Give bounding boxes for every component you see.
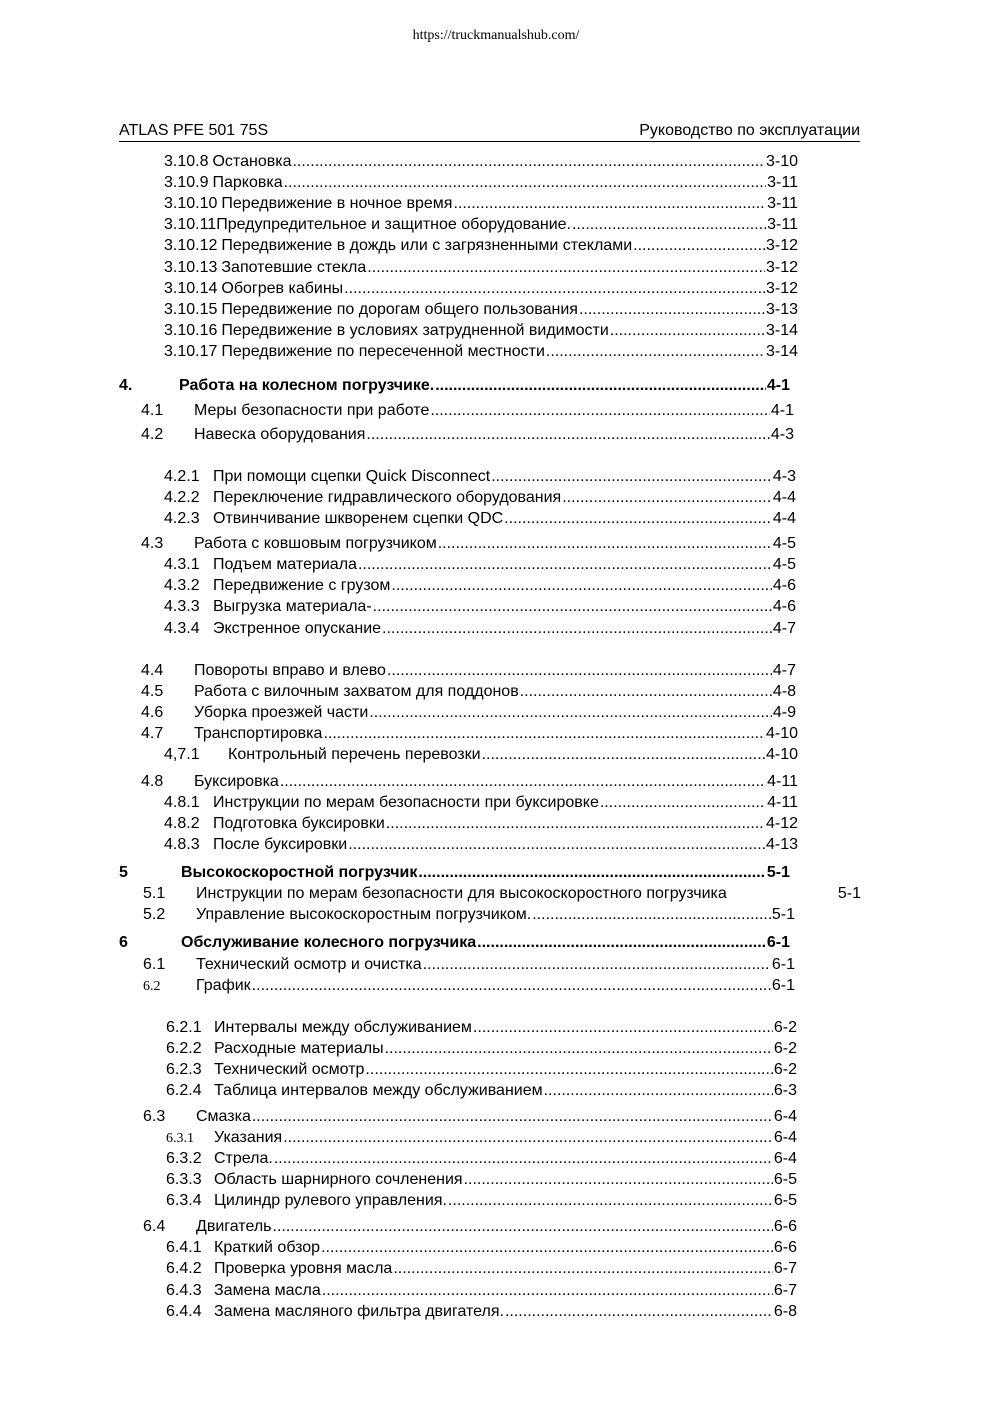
toc-entry-number: 3.10.12: [164, 237, 218, 254]
toc-entry-page: 4-1: [770, 402, 794, 419]
toc-entry-number: 6.1: [143, 956, 166, 973]
toc-entry-number: 4.: [119, 377, 133, 394]
toc-entry-page: 4-6: [772, 577, 796, 594]
toc-entry-page: 4-7: [772, 620, 796, 637]
toc-entry-page: 3-12: [765, 280, 798, 297]
toc-entry-number: 3.10.14: [164, 280, 218, 297]
toc-entry-page: 6-1: [766, 934, 790, 951]
toc-entry[interactable]: [143, 1216, 797, 1237]
toc-entry-page: 4-4: [772, 489, 796, 506]
toc-entry-leader-dots: [284, 172, 767, 193]
toc-entry-leader-dots: [572, 214, 766, 235]
toc-entry-leader-dots: [348, 834, 765, 855]
toc-entry-title: После буксировки: [213, 836, 348, 853]
toc-entry-number: 6.3.3: [166, 1171, 202, 1188]
toc-entry-number: 6.4.2: [166, 1260, 202, 1277]
toc-entry-leader-dots: [369, 702, 772, 723]
toc-entry-leader-dots: [274, 1148, 773, 1169]
toc-entry-page: 3-11: [767, 195, 798, 212]
toc-entry[interactable]: [141, 424, 794, 445]
toc-entry-leader-dots: [373, 596, 772, 617]
toc-entry[interactable]: [164, 341, 798, 362]
toc-entry-leader-dots: [633, 235, 765, 256]
toc-entry-title: Передвижение в ночное время: [221, 195, 453, 212]
toc-entry-number: 4.3.3: [164, 598, 200, 615]
toc-entry[interactable]: [164, 813, 798, 834]
toc-entry-title: Высокоскоростной погрузчик: [181, 864, 418, 881]
toc-entry-title: Предупредительное и защитное оборудование.: [216, 216, 571, 233]
toc-entry-leader-dots: [546, 341, 765, 362]
toc-entry[interactable]: [141, 660, 796, 681]
toc-entry-page: 3-13: [765, 301, 798, 318]
toc-entry-page: 6-5: [773, 1192, 797, 1209]
toc-entry-title: Выгрузка материала-: [213, 598, 372, 615]
toc-entry-leader-dots: [438, 533, 772, 554]
toc-entry-title: Работа на колесном погрузчике.: [179, 377, 435, 394]
toc-entry-number: 6: [119, 934, 128, 951]
toc-entry[interactable]: [166, 1038, 797, 1059]
toc-entry-title: Указания: [214, 1129, 283, 1146]
toc-entry-title: Стрела.: [214, 1150, 273, 1167]
toc-entry-number: 6.4.1: [166, 1239, 202, 1256]
toc-entry-title: Область шарнирного сочленения: [214, 1171, 463, 1188]
toc-entry-number: 4.8: [141, 773, 164, 790]
toc-entry-title: Краткий обзор: [214, 1239, 321, 1256]
toc-entry[interactable]: [164, 278, 798, 299]
toc-entry-page: 3-12: [765, 237, 798, 254]
toc-entry-title: Таблица интервалов между обслуживанием: [214, 1082, 543, 1099]
toc-entry-page: 4-3: [772, 468, 796, 485]
toc-entry-title: Технический осмотр и очистка: [196, 956, 422, 973]
toc-entry[interactable]: [143, 883, 861, 904]
toc-entry-leader-dots: [423, 954, 771, 975]
toc-entry[interactable]: [166, 1080, 797, 1101]
toc-entry-title: Смазка: [196, 1108, 251, 1125]
toc-entry-leader-dots: [505, 1301, 773, 1322]
toc-entry-page: 4-13: [765, 836, 798, 853]
toc-entry-page: 6-4: [773, 1108, 797, 1125]
toc-entry-title: Запотевшие стекла: [221, 259, 367, 276]
toc-entry-leader-dots: [610, 320, 765, 341]
toc-entry-number: 3.10.16: [164, 322, 218, 339]
toc-entry-leader-dots: [344, 278, 765, 299]
toc-entry-leader-dots: [252, 975, 771, 996]
toc-entry-page: 4-8: [772, 683, 796, 700]
toc-entry-leader-dots: [520, 681, 772, 702]
toc-entry[interactable]: [119, 375, 790, 396]
toc-entry-number: 4.3.2: [164, 577, 200, 594]
toc-entry-title: Повороты вправо и влево: [194, 662, 386, 679]
toc-entry-page: 4-3: [770, 426, 794, 443]
toc-entry-number: 6.3.1: [166, 1131, 194, 1146]
toc-entry[interactable]: [164, 596, 796, 617]
toc-entry-page: 4-11: [767, 794, 798, 811]
toc-entry-leader-dots: [393, 1258, 773, 1279]
toc-entry-page: 6-2: [773, 1019, 797, 1036]
toc-entry-leader-dots: [323, 723, 765, 744]
toc-entry-number: 4.8.1: [164, 794, 200, 811]
toc-entry-page: 6-2: [773, 1040, 797, 1057]
toc-entry-title: Парковка: [212, 174, 283, 191]
toc-entry-title: Навеска оборудования: [194, 426, 366, 443]
toc-entry[interactable]: [166, 1059, 797, 1080]
toc-entry-number: 6.4: [143, 1218, 166, 1235]
toc-entry-leader-dots: [544, 1080, 773, 1101]
toc-entry[interactable]: [166, 1280, 797, 1301]
toc-entry-title: Двигатель: [196, 1218, 272, 1235]
toc-entry-page: 6-6: [773, 1239, 797, 1256]
toc-entry[interactable]: [164, 554, 796, 575]
toc-entry-leader-dots: [382, 618, 772, 639]
toc-entry-page: 4-10: [765, 725, 798, 742]
toc-entry-page: 6-6: [773, 1218, 797, 1235]
toc-entry-number: 6.2.4: [166, 1082, 202, 1099]
toc-entry[interactable]: [164, 193, 798, 214]
toc-entry[interactable]: [164, 151, 798, 172]
toc-entry[interactable]: [143, 904, 795, 925]
toc-entry-title: Технический осмотр: [214, 1061, 365, 1078]
toc-entry[interactable]: [141, 400, 794, 421]
toc-entry-leader-dots: [273, 1216, 773, 1237]
toc-entry-number: 6.4.4: [166, 1303, 202, 1320]
toc-entry-page: 6-1: [771, 956, 795, 973]
toc-entry-title: Переключение гидравлического оборудования: [213, 489, 562, 506]
toc-entry-leader-dots: [482, 744, 765, 765]
toc-entry-number: 5.2: [143, 906, 166, 923]
toc-entry-title: Обслуживание колесного погрузчика: [181, 934, 477, 951]
toc-entry-title: Контрольный перечень перевозки: [228, 746, 481, 763]
toc-entry-leader-dots: [504, 508, 772, 529]
toc-entry-leader-dots: [430, 400, 770, 421]
toc-entry-page: 3-12: [765, 259, 798, 276]
toc-entry-number: 5: [119, 864, 128, 881]
toc-entry-title: Управление высокоскоростным погрузчиком.: [196, 906, 532, 923]
toc-entry-leader-dots: [448, 1190, 773, 1211]
toc-entry-title: Расходные материалы: [214, 1040, 384, 1057]
toc-entry-title: Экстренное опускание: [213, 620, 382, 637]
toc-entry-leader-dots: [387, 660, 772, 681]
toc-entry[interactable]: [143, 1106, 797, 1127]
toc-entry-page: 4-11: [767, 773, 798, 790]
toc-entry-title: Работа с ковшовым погрузчиком: [194, 535, 437, 552]
toc-entry-number: 3.10.11: [164, 216, 217, 233]
toc-entry-number: 3.10.9: [164, 174, 209, 191]
toc-entry-leader-dots: [292, 151, 765, 172]
toc-entry[interactable]: [164, 214, 798, 235]
toc-entry[interactable]: [119, 862, 790, 883]
toc-entry-leader-dots: [477, 932, 766, 953]
toc-entry-leader-dots: [365, 1059, 772, 1080]
toc-entry-page: 3-14: [765, 322, 798, 339]
toc-entry-page: 6-8: [773, 1303, 797, 1320]
toc-entry[interactable]: [166, 1190, 797, 1211]
toc-entry-page: 4-1: [766, 377, 790, 394]
toc-entry-page: 4-9: [772, 704, 796, 721]
toc-entry-number: 6.2.1: [166, 1019, 202, 1036]
toc-entry-title: Передвижение в условиях затрудненной видимости: [221, 322, 609, 339]
toc-entry-page: 4-12: [765, 815, 798, 832]
toc-entry[interactable]: [166, 1017, 797, 1038]
toc-entry-title: При помощи сцепки Quick Disconnect: [213, 468, 491, 485]
toc-entry-title: График: [196, 977, 251, 994]
toc-entry-title: Подготовка буксировки: [213, 815, 385, 832]
toc-entry-number: 3.10.8: [164, 153, 209, 170]
toc-entry-leader-dots: [358, 554, 772, 575]
toc-entry-page: 6-7: [773, 1260, 797, 1277]
toc-entry[interactable]: [166, 1148, 797, 1169]
toc-entry-title: Передвижение в дождь или с загрязненными стеклами: [221, 237, 633, 254]
toc-entry[interactable]: [143, 975, 795, 996]
toc-entry-leader-dots: [366, 424, 769, 445]
toc-entry-leader-dots: [435, 375, 766, 396]
toc-entry-title: Меры безопасности при работе: [194, 402, 430, 419]
toc-entry-number: 4,7.1: [164, 746, 200, 763]
toc-entry-title: Отвинчивание шкворенем сцепки QDC: [213, 510, 504, 527]
toc-entry-leader-dots: [464, 1169, 773, 1190]
toc-entry[interactable]: [166, 1237, 797, 1258]
toc-entry-page: 5-1: [766, 864, 790, 881]
toc-entry-page: 6-7: [773, 1282, 797, 1299]
toc-entry-page: 4-4: [772, 510, 796, 527]
toc-entry[interactable]: [164, 466, 796, 487]
toc-entry-number: 6.4.3: [166, 1282, 202, 1299]
toc-entry-leader-dots: [280, 771, 766, 792]
toc-entry[interactable]: [164, 792, 798, 813]
toc-entry[interactable]: [119, 932, 790, 953]
toc-entry[interactable]: [166, 1258, 797, 1279]
header-manual-title: Руководство по эксплуатации: [639, 122, 860, 139]
toc-entry-number: 4.2: [141, 426, 164, 443]
toc-entry-leader-dots: [367, 257, 765, 278]
toc-entry[interactable]: [141, 723, 798, 744]
header-model: ATLAS PFE 501 75S: [119, 122, 269, 139]
toc-entry-number: 6.3: [143, 1108, 166, 1125]
toc-entry-leader-dots: [600, 792, 766, 813]
toc-entry-title: Передвижение с грузом: [213, 577, 391, 594]
toc-entry[interactable]: [164, 618, 796, 639]
toc-entry-number: 3.10.10: [164, 195, 218, 212]
toc-entry-title: Замена масла: [214, 1282, 321, 1299]
toc-entry[interactable]: [166, 1301, 797, 1322]
toc-entry-leader-dots: [562, 487, 772, 508]
toc-entry-number: 4.1: [141, 402, 164, 419]
toc-entry-number: 4.3.4: [164, 620, 200, 637]
toc-entry-number: 6.3.4: [166, 1192, 202, 1209]
toc-entry-number: 3.10.13: [164, 259, 218, 276]
toc-entry-number: 6.2.3: [166, 1061, 202, 1078]
toc-entry-number: 6.2.2: [166, 1040, 202, 1057]
toc-entry-leader-dots: [386, 813, 765, 834]
toc-entry-page: 6-4: [773, 1129, 797, 1146]
toc-entry[interactable]: [164, 235, 798, 256]
toc-entry-number: 4.2.3: [164, 510, 200, 527]
toc-entry-title: Передвижение по пересеченной местности: [221, 343, 545, 360]
toc-entry-leader-dots: [473, 1017, 773, 1038]
toc-entry-number: 4.8.3: [164, 836, 200, 853]
toc-entry-number: 4.8.2: [164, 815, 200, 832]
toc-entry-number: 4.2.1: [164, 468, 200, 485]
toc-entry-title: Замена масляного фильтра двигателя.: [214, 1303, 504, 1320]
toc-entry-leader-dots: [453, 193, 766, 214]
toc-entry-title: Обогрев кабины: [221, 280, 344, 297]
toc-entry-number: 4.6: [141, 704, 164, 721]
toc-entry-title: Передвижение по дорогам общего пользования: [221, 301, 578, 318]
toc-entry-page: 3-11: [767, 174, 798, 191]
toc-entry[interactable]: [164, 487, 796, 508]
toc-entry-number: 3.10.15: [164, 301, 218, 318]
toc-entry[interactable]: [164, 575, 796, 596]
toc-entry-number: 6.3.2: [166, 1150, 202, 1167]
toc-entry-title: Интервалы между обслуживанием: [214, 1019, 472, 1036]
toc-entry-title: Транспортировка: [194, 725, 323, 742]
toc-entry-page: 6-4: [773, 1150, 797, 1167]
toc-entry-page: 6-3: [773, 1082, 797, 1099]
toc-entry-page: 6-5: [773, 1171, 797, 1188]
toc-entry-leader-dots: [322, 1280, 773, 1301]
toc-entry[interactable]: [166, 1169, 797, 1190]
toc-entry-page: 4-5: [772, 556, 796, 573]
toc-entry-page: 3-11: [767, 216, 798, 233]
toc-entry[interactable]: [164, 508, 796, 529]
toc-entry[interactable]: [143, 954, 795, 975]
toc-entry-leader-dots: [491, 466, 772, 487]
toc-entry[interactable]: [141, 681, 796, 702]
toc-entry-page: 4-10: [765, 746, 798, 763]
toc-entry-page: 4-7: [772, 662, 796, 679]
toc-entry-title: Проверка уровня масла: [214, 1260, 393, 1277]
toc-entry-page: 6-1: [771, 977, 795, 994]
toc-entry[interactable]: [164, 320, 798, 341]
toc-entry-number: 4.4: [141, 662, 164, 679]
source-url: https://truckmanualshub.com/: [412, 28, 580, 43]
toc-entry[interactable]: [164, 257, 798, 278]
toc-entry[interactable]: [164, 172, 798, 193]
toc-entry-number: 4.7: [141, 725, 164, 742]
toc-entry-title: Буксировка: [194, 773, 279, 790]
toc-entry-number: 4.3.1: [164, 556, 200, 573]
toc-entry[interactable]: [141, 533, 796, 554]
toc-entry[interactable]: [164, 834, 798, 855]
toc-entry-number: 4.3: [141, 535, 164, 552]
toc-entry-number: 5.1: [143, 885, 166, 902]
toc-entry-leader-dots: [321, 1237, 773, 1258]
toc-entry-title: Инструкции по мерам безопасности для высокоскоростного погрузчика: [196, 885, 727, 902]
toc-entry-title: Инструкции по мерам безопасности при буксировке: [213, 794, 599, 811]
toc-entry-leader-dots: [391, 575, 771, 596]
toc-entry-page: 3-14: [765, 343, 798, 360]
toc-entry-number: 6.2: [143, 979, 161, 994]
toc-entry-leader-dots: [418, 862, 766, 883]
toc-entry-page: 4-6: [772, 598, 796, 615]
toc-entry-leader-dots: [283, 1127, 773, 1148]
toc-entry[interactable]: [164, 299, 798, 320]
toc-entry-page: 6-2: [773, 1061, 797, 1078]
toc-entry-leader-dots: [532, 904, 771, 925]
toc-entry-number: 3.10.17: [164, 343, 218, 360]
toc-entry-page: 5-1: [837, 885, 861, 902]
toc-entry-number: 4.2.2: [164, 489, 200, 506]
toc-entry[interactable]: [164, 744, 798, 765]
toc-entry-title: Цилиндр рулевого управления.: [214, 1192, 447, 1209]
toc-entry[interactable]: [141, 771, 798, 792]
toc-entry-page: 3-10: [765, 153, 798, 170]
toc-entry[interactable]: [166, 1127, 797, 1148]
toc-entry-title: Уборка проезжей части: [194, 704, 369, 721]
toc-entry[interactable]: [141, 702, 796, 723]
toc-entry-page: 4-5: [772, 535, 796, 552]
toc-entry-leader-dots: [579, 299, 765, 320]
toc-entry-title: Подъем материала: [213, 556, 357, 573]
toc-entry-number: 4.5: [141, 683, 164, 700]
toc-entry-title: Остановка: [212, 153, 292, 170]
toc-entry-page: 5-1: [771, 906, 795, 923]
toc-entry-leader-dots: [385, 1038, 773, 1059]
toc-entry-title: Работа с вилочным захватом для поддонов: [194, 683, 519, 700]
toc-entry-leader-dots: [252, 1106, 773, 1127]
